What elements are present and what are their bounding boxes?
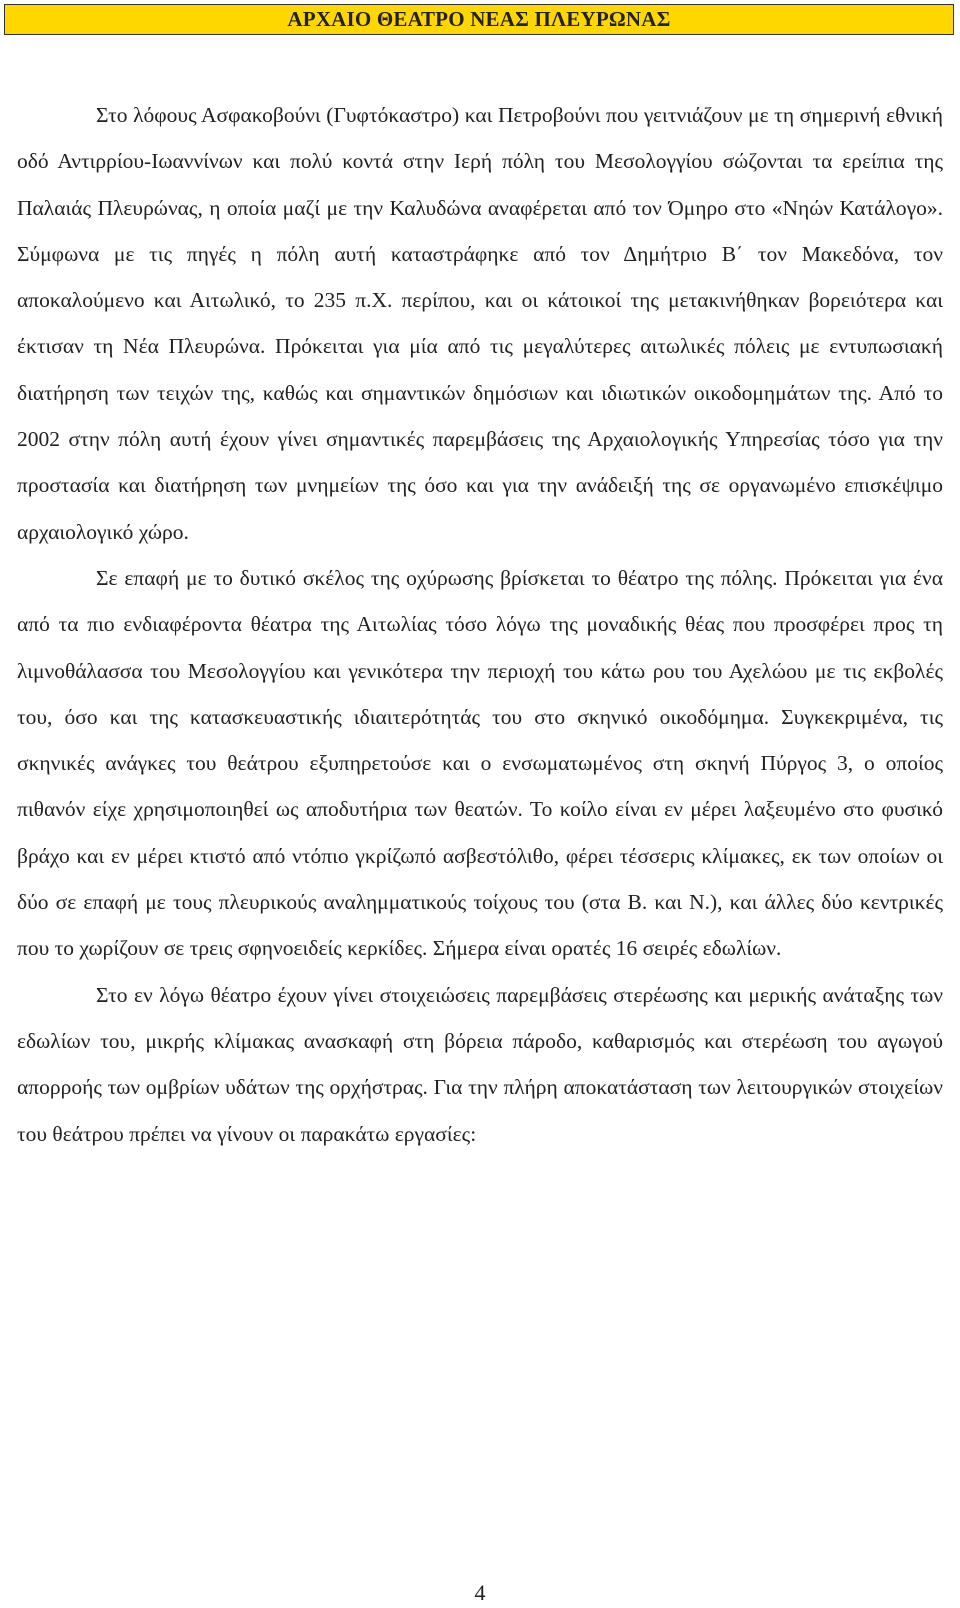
paragraph-1: Στο λόφους Ασφακοβούνι (Γυφτόκαστρο) και Πετροβούνι που γειτνιάζουν με τη σημερινή εθνική οδό Αντιρρίου-Ιωαννίνων και πολύ κοντά στην Ιερή πόλη του Μεσολογγίου σώζονται τα ερείπια της Παλαιάς Πλευρώνας, η οποία μαζί με την Καλυδώνα αναφέρεται από τον Όμηρο στο «Νηών Κατάλογο». Σύμφωνα με τις πηγές η πόλη αυτή καταστράφηκε από τον Δημήτριο Β΄ τον Μακεδόνα, τον αποκαλούμενο και Αιτωλικό, το 235 π.Χ. περίπου, και οι κάτοικοί της μετακινήθηκαν βορειότερα και έκτισαν τη Νέα Πλευρώνα. Πρόκειται για μία από τις μεγαλύτερες αιτωλικές πόλεις με εντυπωσιακή διατήρηση των τειχών της, καθώς και σημαντικών δημόσιων και ιδιωτικών οικοδομημάτων της. Από το 2002 στην πόλη αυτή έχουν γίνει σημαντικές παρεμβάσεις της Αρχαιολογικής Υπηρεσίας τόσο για την προστασία και διατήρηση των μνημείων της όσο και για την ανάδειξή της σε οργανωμένο επισκέψιμο αρχαιολογικό χώρο. <box>17 103 943 544</box>
paragraph-2: Σε επαφή με το δυτικό σκέλος της οχύρωσης βρίσκεται το θέατρο της πόλης. Πρόκειται για ένα από τα πιο ενδιαφέροντα θέατρα της Αιτωλίας τόσο λόγω της μοναδικής θέας που προσφέρει προς τη λιμνοθάλασσα του Μεσολογγίου και γενικότερα την περιοχή του κάτω ρου του Αχελώου με τις εκβολές του, όσο και της κατασκευαστικής ιδιαιτερότητάς του στο σκηνικό οικοδόμημα. Συγκεκριμένα, τις σκηνικές ανάγκες του θεάτρου εξυπηρετούσε και ο ενσωματωμένος στη σκηνή Πύργος 3, ο οποίος πιθανόν είχε χρησιμοποιηθεί ως αποδυτήρια των θεατών. Το κοίλο είναι εν μέρει λαξευμένο στο φυσικό βράχο και εν μέρει κτιστό από ντόπιο γκρίζωπό ασβεστόλιθο, φέρει τέσσερις κλίμακες, εκ των οποίων οι δύο σε επαφή με τους πλευρικούς αναλημματικούς τοίχους του (στα Β. και Ν.), και άλλες δύο κεντρικές που το χωρίζουν σε τρεις σφηνοειδείς κερκίδες. Σήμερα είναι ορατές 16 σειρές εδωλίων. <box>17 565 943 961</box>
page-number: 4 <box>474 1580 486 1605</box>
paragraph-3: Στο εν λόγω θέατρο έχουν γίνει στοιχειώσεις παρεμβάσεις στερέωσης και μερικής ανάταξης των εδωλίων του, μικρής κλίμακας ανασκαφή στη βόρεια πάροδο, καθαρισμός και στερέωση του αγωγού απορροής των ομβρίων υδάτων της ορχήστρας. Για την πλήρη αποκατάσταση των λειτουργικών στοιχείων του θεάτρου πρέπει να γίνουν οι παρακάτω εργασίες: <box>17 982 943 1146</box>
document-title: ΑΡΧΑΙΟ ΘΕΑΤΡΟ ΝΕΑΣ ΠΛΕΥΡΩΝΑΣ <box>4 4 954 35</box>
document-body <box>17 92 943 1157</box>
